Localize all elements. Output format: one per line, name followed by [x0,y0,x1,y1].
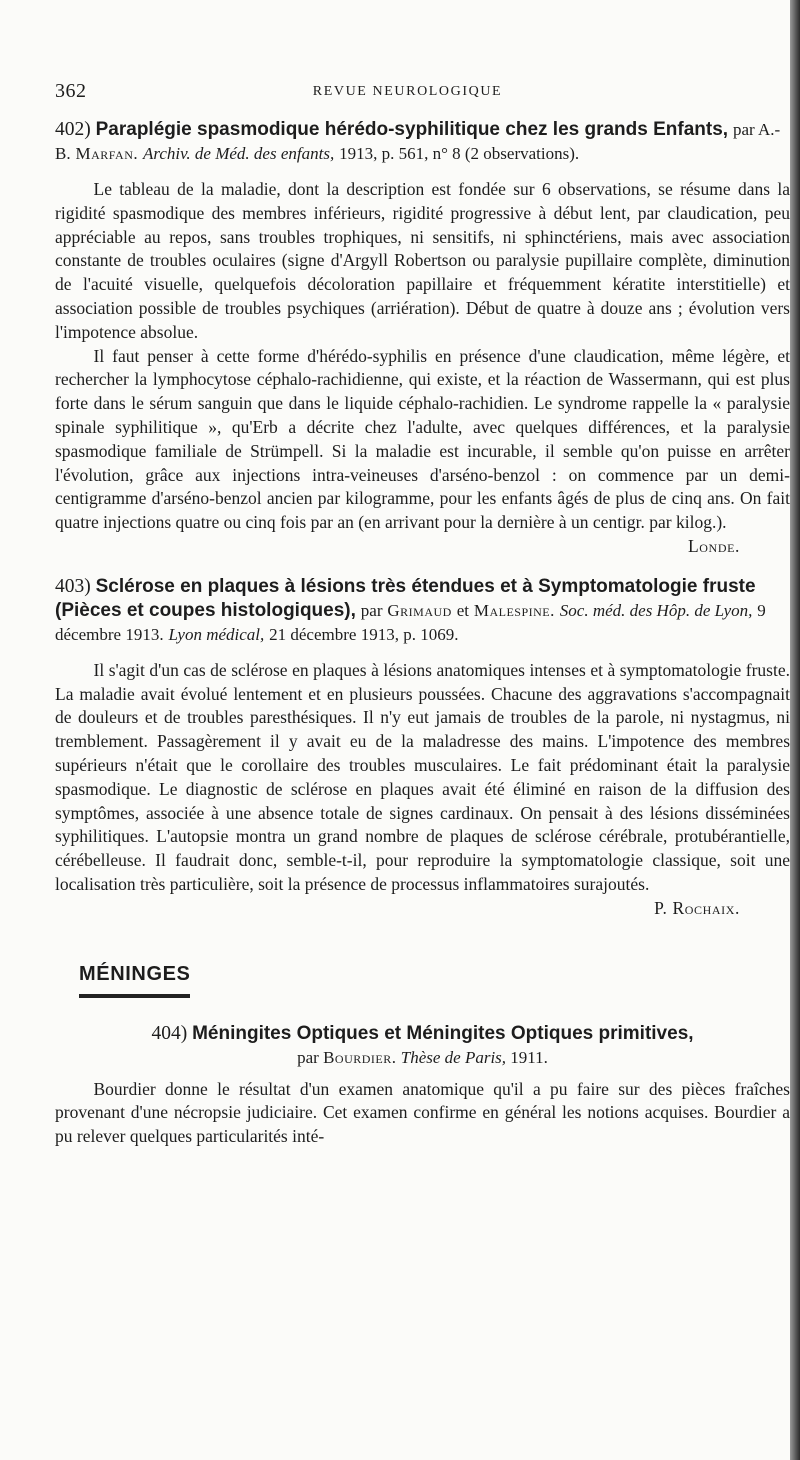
entry-details: 21 décembre 1913, p. 1069. [269,624,459,644]
page-edge-shadow [790,0,800,1460]
entry-by: par A.-B. [55,120,781,163]
entry-body [55,178,790,559]
paragraph: Il faut penser à cette forme d'hérédo-syphilis en présence d'une claudication, même légère, et rechercher la lymphocytose céphalo-rachidienne, qui existe, et la réaction de Wassermann, qui est plus forte dans le sérum sanguin que dans le liquide céphalo-rachidien. Le syndrome rappelle la « paralysie spinale syphilitique », qu'Erb a décrite chez l'adulte, avec quelques différences, et la paralysie spasmodique familiale de Strümpell. Si la maladie est incurable, il semble qu'on puisse en arrêter l'évolution, grâce aux injections intra-veineuses d'arséno-benzol : on commence par un demi-centigramme d'arséno-benzol ancien par kilogramme, pour les enfants âgés de plus de cinq ans. On fait quatre injections quatre ou cinq fois par an (en arrivant pour la dernière à un centigr. par kilog.). [55,345,790,533]
entry-signature: Londe. [688,535,740,556]
entry-403 [55,575,790,921]
entry-number: 402) [55,119,91,140]
entry-by: par [297,1047,319,1067]
page-header [55,80,760,104]
entry-author: Grimaud [387,600,452,620]
entry-author: Marfan. [75,144,139,163]
entry-date: 9 décembre 1913. [55,600,766,644]
paragraph: Il s'agit d'un cas de sclérose en plaques à lésions anatomiques intenses et à symptomatologie fruste. La maladie avait évolué lentement et en plusieurs poussées. Chacune des aggravations s'accompagnait de douleurs et de troubles paresthésiques. Il n'y eut jamais de troubles de la parole, ni nystagmus, ni tremblement. Passagèrement il y avait eu de la maladresse des mains. L'impotence des membres supérieurs n'était que le corollaire des troubles musculaires. Le fait prédominant était la paralysie spasmodique. Le diagnostic de sclérose en plaques avait été éliminé en raison de la diffusion des symptômes, associée à une absence totale de signes cardinaux. On pensait à des lésions disséminées syphilitiques. L'autopsie montra un grand nombre de plaques de sclérose cérébrale, protubérantielle, cérébelleuse. Il faudrait donc, semble-t-il, pour reproduire la symptomatologie classique, soit une localisation très particulière, soit la présence de processus inflammatoires surajoutés. [55,659,790,894]
page-number: 362 [55,80,87,102]
entry-number: 404) [151,1022,188,1044]
entry-by: par [360,600,383,620]
page-content [55,118,790,1149]
entry-signature: P. Rochaix. [654,897,740,918]
journal-title: REVUE NEUROLOGIQUE [312,84,503,99]
entry-citation [55,1048,790,1068]
entry-title: Méningites Optiques et Méningites Optiques primitives, [192,1022,694,1044]
entry-and: et [456,600,469,620]
entry-body [55,659,790,921]
paragraph: Le tableau de la maladie, dont la description est fondée sur 6 observations, se résume dans la rigidité spasmodique des membres inférieurs, rigidité progressive à début lent, par claudication, peu appréciable au repos, sans troubles trophiques, ni sensitifs, ni sphinctériens, mais avec association constante de troubles oculaires (signe d'Argyll Robertson ou paralysie pupillaire complète, diminution de l'acuité visuelle, quelquefois décoloration papillaire et fréquemment kératite interstitielle) et association possible de troubles psychiques (arriération). Début de quatre à douze ans ; évolution vers l'impotence absolue. [55,179,790,342]
entry-details: 1911. [510,1047,548,1067]
entry-404 [55,1022,790,1149]
entry-author: Malespine. [473,600,555,620]
entry-heading [55,1022,790,1046]
entry-journal-ref: Lyon médical, [168,624,265,644]
spacer [55,559,790,575]
entry-journal-ref: Soc. méd. des Hôp. de Lyon, [559,600,753,620]
entry-author: Bourdier. [323,1047,397,1067]
entry-details: 1913, p. 561, n° 8 (2 observations). [339,144,580,163]
entry-402 [55,118,790,559]
entry-body [55,1078,790,1149]
entry-title: Sclérose en plaques à lésions très étendues et à Symptomatologie fruste (Pièces et coupes histologiques), [55,575,756,621]
entry-heading [55,575,790,647]
entry-journal-ref: Archiv. de Méd. des enfants, [143,144,335,163]
paragraph: Bourdier donne le résultat d'un examen anatomique qu'il a pu faire sur des pièces fraîches provenant d'une nécropsie judiciaire. Cet examen confirme en général les notions acquises. Bourdier a pu relever quelques particularités inté- [55,1078,790,1147]
entry-journal-ref: Thèse de Paris, [400,1047,507,1067]
section-heading: MÉNINGES [79,963,190,998]
entry-heading [55,118,790,166]
entry-title: Paraplégie spasmodique hérédo-syphilitique chez les grands Enfants, [95,119,729,140]
entry-number: 403) [55,575,91,597]
